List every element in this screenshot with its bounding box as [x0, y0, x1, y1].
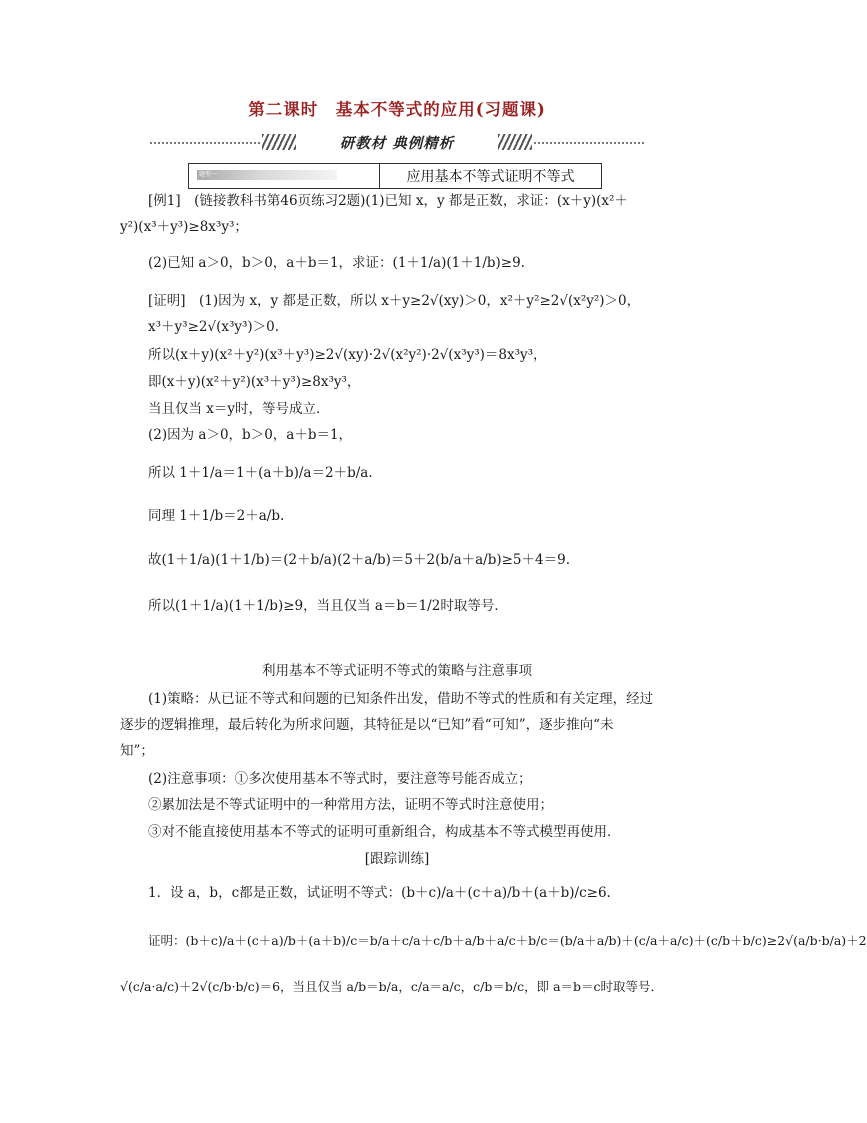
- banner-label: 研教材 典例精析: [339, 135, 455, 152]
- proof-line-1: [证明] (1)因为 x，y 都是正数，所以 x＋y≥2√(xy)＞0，x²＋y²≥2√(x²y²)＞0，: [148, 293, 641, 309]
- dotted-rule-right: [534, 142, 644, 144]
- practice-question-1: 1．设 a，b，c都是正数，试证明不等式：(b＋c)/a＋(c＋a)/b＋(a＋b)/c≥6.: [148, 885, 611, 901]
- proof-line-2: x³＋y³≥2√(x³y³)＞0.: [148, 319, 280, 335]
- strategy-line-2: 逐步的逻辑推理，最后转化为所求问题，其特征是以“已知”看“可知”，逐步推向“未: [120, 717, 614, 733]
- strategy-line-4: (2)注意事项：①多次使用基本不等式时，要注意等号能否成立；: [148, 771, 532, 787]
- topic-box: [188, 163, 602, 189]
- strategy-line-5: ②累加法是不等式证明中的一种常用方法，证明不等式时注意使用；: [148, 797, 553, 813]
- stripe-ornament-right: [498, 134, 532, 150]
- example-line-2: y²)(x³＋y³)≥8x³y³；: [120, 219, 248, 235]
- example-line-1: [例1] (链接教科书第46页练习2题)(1)已知 x，y 都是正数，求证：(x＋y)(x²＋: [148, 193, 628, 209]
- proof-line-6: (2)因为 a＞0，b＞0，a＋b＝1，: [148, 427, 353, 443]
- section-banner: [150, 132, 644, 154]
- strategy-line-3: 知”；: [120, 743, 154, 759]
- practice-proof-line-1: 证明：(b＋c)/a＋(c＋a)/b＋(a＋b)/c＝b/a＋c/a＋c/b＋a/b＋a/c＋b/c＝(b/a＋a/b)＋(c/a＋a/c)＋(c/b＋b/c)≥2√(a/b·b/a)＋2: [148, 933, 867, 948]
- proof-line-8: 同理 1＋1/b＝2＋a/b.: [148, 508, 285, 524]
- dotted-rule-left: [150, 142, 260, 144]
- strategy-line-6: ③对不能直接使用基本不等式的证明可重新组合，构成基本不等式模型再使用．: [148, 824, 621, 840]
- proof-line-4: 即(x＋y)(x²＋y²)(x³＋y³)≥8x³y³，: [148, 374, 361, 390]
- practice-proof-line-2: √(c/a·a/c)＋2√(c/b·b/c)＝6，当且仅当 a/b＝b/a，c/a＝a/c，c/b＝b/c，即 a＝b＝c时取等号．: [120, 979, 664, 994]
- proof-line-5: 当且仅当 x＝y时，等号成立．: [148, 401, 330, 417]
- topic-tag-background: [197, 170, 337, 180]
- topic-title: 应用基本不等式证明不等式: [406, 169, 575, 185]
- proof-line-9: 故(1＋1/a)(1＋1/b)＝(2＋b/a)(2＋a/b)＝5＋2(b/a＋a/b)≥5＋4＝9.: [148, 552, 570, 568]
- topic-tag: 题型一: [199, 171, 218, 178]
- proof-line-7: 所以 1＋1/a＝1＋(a＋b)/a＝2＋b/a.: [148, 465, 373, 481]
- page-title: 第二课时 基本不等式的应用(习题课): [248, 100, 546, 119]
- proof-line-3: 所以(x＋y)(x²＋y²)(x³＋y³)≥2√(xy)·2√(x²y²)·2√(x³y³)＝8x³y³，: [148, 347, 547, 363]
- practice-heading: [跟踪训练]: [364, 851, 430, 867]
- stripe-ornament-left: [262, 134, 296, 150]
- strategy-heading: 利用基本不等式证明不等式的策略与注意事项: [262, 663, 532, 679]
- proof-line-10: 所以(1＋1/a)(1＋1/b)≥9，当且仅当 a＝b＝1/2时取等号．: [148, 598, 508, 614]
- example-line-3: (2)已知 a＞0，b＞0，a＋b＝1，求证：(1＋1/a)(1＋1/b)≥9.: [148, 255, 525, 271]
- strategy-line-1: (1)策略：从已证不等式和问题的已知条件出发，借助不等式的性质和有关定理，经过: [148, 691, 654, 707]
